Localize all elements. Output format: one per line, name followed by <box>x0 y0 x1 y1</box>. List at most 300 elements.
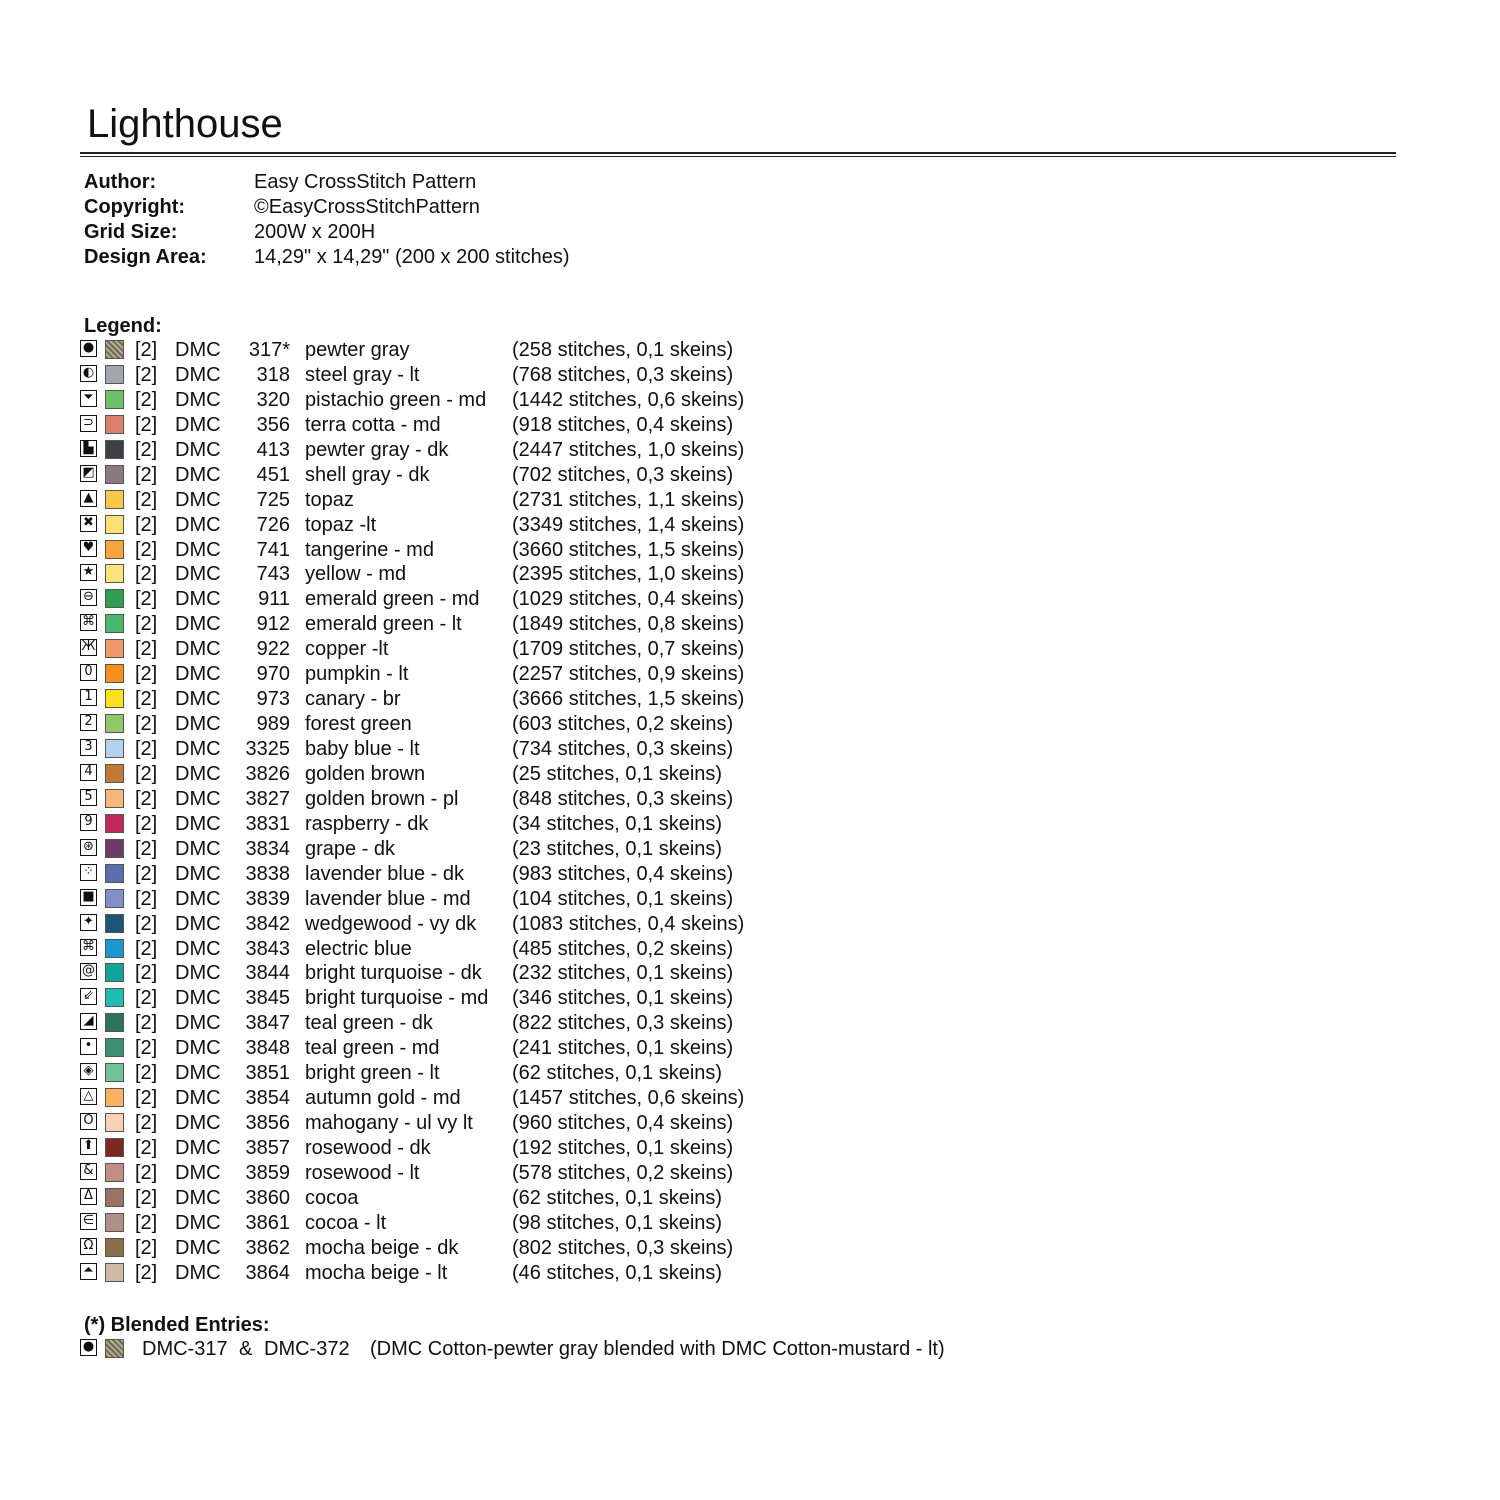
thread-brand: DMC <box>175 388 221 411</box>
strand-count: [2] <box>135 413 158 436</box>
strand-count: [2] <box>135 1062 158 1085</box>
legend-row <box>80 338 780 363</box>
color-swatch <box>105 440 124 459</box>
blended-description: (DMC Cotton-pewter gray blended with DMC Cotton-mustard - lt) <box>370 1338 945 1360</box>
stitch-stats: (2257 stitches, 0,9 skeins) <box>512 663 745 686</box>
color-swatch <box>105 739 124 758</box>
blended-thread-a: DMC-317 <box>142 1338 228 1360</box>
color-swatch <box>105 664 124 683</box>
legend-row <box>80 762 780 787</box>
stitch-stats: (62 stitches, 0,1 skeins) <box>512 1186 723 1209</box>
stitch-stats: (578 stitches, 0,2 skeins) <box>512 1161 734 1184</box>
stitch-symbol-icon: ⬆ <box>80 1138 97 1155</box>
thread-brand: DMC <box>175 663 221 686</box>
color-swatch <box>105 1138 124 1157</box>
thread-number: 318 <box>256 363 290 386</box>
thread-brand: DMC <box>175 713 221 736</box>
color-swatch <box>105 1188 124 1207</box>
stitch-stats: (983 stitches, 0,4 skeins) <box>512 862 734 885</box>
thread-number: 3845 <box>245 987 290 1010</box>
color-swatch <box>105 1263 124 1282</box>
stitch-stats: (258 stitches, 0,1 skeins) <box>512 339 734 361</box>
blended-title: (*) Blended Entries: <box>84 1314 270 1336</box>
color-name: mahogany - ul vy lt <box>305 1112 473 1135</box>
color-name: mocha beige - dk <box>305 1236 459 1259</box>
thread-number: 3842 <box>245 912 290 935</box>
thread-brand: DMC <box>175 1062 221 1085</box>
color-swatch <box>105 490 124 509</box>
stitch-symbol-icon: ✦ <box>80 914 97 931</box>
stitch-stats: (1083 stitches, 0,4 skeins) <box>512 912 745 935</box>
stitch-symbol-icon: ⌘ <box>82 938 95 954</box>
stitch-stats: (702 stitches, 0,3 skeins) <box>512 463 734 486</box>
stitch-stats: (603 stitches, 0,2 skeins) <box>512 713 734 736</box>
info-value: 14,29" x 14,29" (200 x 200 stitches) <box>254 246 570 268</box>
thread-number: 3861 <box>245 1211 290 1234</box>
strand-count: [2] <box>135 837 158 860</box>
color-name: bright green - lt <box>305 1062 440 1085</box>
thread-number: 320 <box>256 388 290 411</box>
color-swatch <box>105 714 124 733</box>
stitch-stats: (1709 stitches, 0,7 skeins) <box>512 638 745 661</box>
thread-brand: DMC <box>175 787 221 810</box>
legend-row <box>80 862 780 887</box>
thread-number: 3847 <box>245 1012 290 1035</box>
stitch-stats: (960 stitches, 0,4 skeins) <box>512 1112 734 1135</box>
strand-count: [2] <box>135 1012 158 1035</box>
thread-brand: DMC <box>175 513 221 536</box>
color-swatch <box>105 1038 124 1057</box>
color-swatch <box>105 1238 124 1257</box>
stitch-symbol-icon: ⊛ <box>80 839 97 856</box>
legend-row <box>80 986 780 1011</box>
thread-brand: DMC <box>175 1087 221 1110</box>
stitch-symbol-icon: ♥ <box>80 540 97 557</box>
strand-count: [2] <box>135 563 158 586</box>
thread-brand: DMC <box>175 987 221 1010</box>
thread-number: 973 <box>256 688 290 711</box>
color-name: baby blue - lt <box>305 738 420 760</box>
stitch-symbol-icon: ⊃ <box>80 415 97 432</box>
stitch-symbol-icon: ● <box>80 340 97 357</box>
thread-number: 3831 <box>245 812 290 835</box>
thread-number: 3839 <box>245 887 290 910</box>
thread-brand: DMC <box>175 463 221 486</box>
stitch-symbol-icon: ⏷ <box>80 390 97 407</box>
strand-count: [2] <box>135 1236 158 1259</box>
strand-count: [2] <box>135 762 158 785</box>
legend-row <box>80 937 780 962</box>
color-name: terra cotta - md <box>305 413 441 436</box>
thread-brand: DMC <box>175 937 221 960</box>
color-name: wedgewood - vy dk <box>305 912 477 935</box>
thread-number: 3834 <box>245 837 290 860</box>
strand-count: [2] <box>135 339 158 361</box>
info-label: Design Area: <box>84 246 207 268</box>
thread-brand: DMC <box>175 688 221 711</box>
color-name: raspberry - dk <box>305 812 429 835</box>
stitch-stats: (3660 stitches, 1,5 skeins) <box>512 538 745 561</box>
stitch-symbol-icon: 9 <box>80 814 97 831</box>
stitch-symbol-icon: ◐ <box>80 365 97 382</box>
color-name: pistachio green - md <box>305 388 487 411</box>
color-name: pumpkin - lt <box>305 663 409 686</box>
legend-row <box>80 463 780 488</box>
stitch-stats: (918 stitches, 0,4 skeins) <box>512 413 734 436</box>
stitch-stats: (232 stitches, 0,1 skeins) <box>512 962 734 985</box>
stitch-symbol-icon: ◩ <box>80 465 97 482</box>
strand-count: [2] <box>135 787 158 810</box>
color-name: golden brown - pl <box>305 787 459 810</box>
legend-row <box>80 1061 780 1086</box>
thread-number: 3854 <box>245 1087 290 1110</box>
color-name: emerald green - md <box>305 588 480 611</box>
stitch-symbol-icon: • <box>80 1038 97 1055</box>
stitch-stats: (2395 stitches, 1,0 skeins) <box>512 563 745 586</box>
thread-brand: DMC <box>175 438 221 461</box>
color-name: autumn gold - md <box>305 1087 461 1110</box>
stitch-stats: (104 stitches, 0,1 skeins) <box>512 887 734 910</box>
color-name: forest green <box>305 713 412 736</box>
strand-count: [2] <box>135 1186 158 1209</box>
thread-brand: DMC <box>175 1137 221 1159</box>
strand-count: [2] <box>135 912 158 935</box>
strand-count: [2] <box>135 663 158 686</box>
color-name: electric blue <box>305 937 412 960</box>
legend-title: Legend: <box>84 315 162 337</box>
thread-brand: DMC <box>175 413 221 436</box>
stitch-stats: (23 stitches, 0,1 skeins) <box>512 837 723 860</box>
thread-brand: DMC <box>175 1261 221 1284</box>
thread-brand: DMC <box>175 1186 221 1209</box>
stitch-symbol-icon: 5 <box>80 789 97 806</box>
thread-brand: DMC <box>175 1236 221 1259</box>
strand-count: [2] <box>135 688 158 711</box>
strand-count: [2] <box>135 363 158 386</box>
thread-number: 3827 <box>245 787 290 810</box>
stitch-stats: (1457 stitches, 0,6 skeins) <box>512 1087 745 1110</box>
blended-swatch <box>105 1339 124 1358</box>
strand-count: [2] <box>135 638 158 661</box>
color-swatch <box>105 1163 124 1182</box>
color-swatch <box>105 589 124 608</box>
stitch-stats: (822 stitches, 0,3 skeins) <box>512 1012 734 1035</box>
thread-number: 741 <box>256 538 290 561</box>
strand-count: [2] <box>135 388 158 411</box>
legend-row <box>80 662 780 687</box>
color-swatch <box>105 988 124 1007</box>
stitch-stats: (34 stitches, 0,1 skeins) <box>512 812 723 835</box>
legend-row <box>80 1236 780 1261</box>
legend-list <box>80 338 780 1286</box>
legend-row <box>80 363 780 388</box>
stitch-stats: (2447 stitches, 1,0 skeins) <box>512 438 745 461</box>
thread-brand: DMC <box>175 339 221 361</box>
thread-brand: DMC <box>175 912 221 935</box>
strand-count: [2] <box>135 1137 158 1159</box>
stitch-stats: (25 stitches, 0,1 skeins) <box>512 762 723 785</box>
color-swatch <box>105 340 124 359</box>
strand-count: [2] <box>135 513 158 536</box>
info-row <box>84 170 570 195</box>
strand-count: [2] <box>135 1112 158 1135</box>
thread-number: 3325 <box>245 738 290 760</box>
color-name: bright turquoise - md <box>305 987 489 1010</box>
legend-row <box>80 587 780 612</box>
strand-count: [2] <box>135 1037 158 1060</box>
stitch-symbol-icon: ★ <box>80 564 97 581</box>
stitch-symbol-icon: ⊖ <box>80 589 97 606</box>
strand-count: [2] <box>135 887 158 910</box>
stitch-symbol-icon: ⏶ <box>80 1263 97 1280</box>
color-name: rosewood - lt <box>305 1161 420 1184</box>
color-swatch <box>105 764 124 783</box>
color-name: steel gray - lt <box>305 363 420 386</box>
thread-number: 3862 <box>245 1236 290 1259</box>
color-swatch <box>105 963 124 982</box>
thread-number: 922 <box>256 638 290 661</box>
stitch-stats: (2731 stitches, 1,1 skeins) <box>512 488 745 511</box>
legend-row <box>80 787 780 812</box>
stitch-symbol-icon: 3 <box>80 739 97 756</box>
strand-count: [2] <box>135 613 158 636</box>
blended-entry <box>80 1337 1080 1362</box>
legend-row <box>80 1211 780 1236</box>
thread-brand: DMC <box>175 812 221 835</box>
color-name: golden brown <box>305 762 426 785</box>
stitch-stats: (485 stitches, 0,2 skeins) <box>512 937 734 960</box>
strand-count: [2] <box>135 937 158 960</box>
color-name: yellow - md <box>305 563 407 586</box>
stitch-symbol-icon: O <box>80 1113 97 1130</box>
color-name: copper -lt <box>305 638 389 661</box>
color-name: cocoa - lt <box>305 1211 387 1234</box>
legend-row <box>80 812 780 837</box>
color-name: shell gray - dk <box>305 463 430 486</box>
color-name: emerald green - lt <box>305 613 462 636</box>
legend-row <box>80 687 780 712</box>
thread-brand: DMC <box>175 538 221 561</box>
thread-number: 356 <box>256 413 290 436</box>
thread-brand: DMC <box>175 962 221 985</box>
stitch-stats: (98 stitches, 0,1 skeins) <box>512 1211 723 1234</box>
legend-row <box>80 887 780 912</box>
legend-row <box>80 562 780 587</box>
thread-number: 3859 <box>245 1161 290 1184</box>
legend-row <box>80 912 780 937</box>
color-name: grape - dk <box>305 837 396 860</box>
stitch-stats: (192 stitches, 0,1 skeins) <box>512 1137 734 1159</box>
legend-row <box>80 1086 780 1111</box>
thread-brand: DMC <box>175 1211 221 1234</box>
thread-brand: DMC <box>175 1012 221 1035</box>
stitch-symbol-icon: ◢ <box>80 1013 97 1030</box>
page-title: Lighthouse <box>87 102 283 146</box>
legend-row <box>80 1161 780 1186</box>
legend-row <box>80 837 780 862</box>
info-label: Author: <box>84 171 157 193</box>
thread-brand: DMC <box>175 738 221 760</box>
thread-brand: DMC <box>175 887 221 910</box>
thread-number: 3864 <box>245 1261 290 1284</box>
thread-number: 3838 <box>245 862 290 885</box>
color-swatch <box>105 1063 124 1082</box>
stitch-symbol-icon: ⌘ <box>82 614 95 630</box>
stitch-stats: (46 stitches, 0,1 skeins) <box>512 1261 723 1284</box>
pattern-info <box>84 170 570 270</box>
stitch-stats: (346 stitches, 0,1 skeins) <box>512 987 734 1010</box>
legend-row <box>80 488 780 513</box>
strand-count: [2] <box>135 713 158 736</box>
color-name: rosewood - dk <box>305 1137 431 1159</box>
color-swatch <box>105 1213 124 1232</box>
thread-brand: DMC <box>175 588 221 611</box>
info-row <box>84 245 570 270</box>
blended-thread-b: DMC-372 <box>264 1338 350 1360</box>
strand-count: [2] <box>135 438 158 461</box>
color-swatch <box>105 914 124 933</box>
info-label: Grid Size: <box>84 221 178 243</box>
color-name: cocoa <box>305 1186 359 1209</box>
stitch-stats: (848 stitches, 0,3 skeins) <box>512 787 734 810</box>
legend-row <box>80 612 780 637</box>
stitch-stats: (734 stitches, 0,3 skeins) <box>512 738 734 760</box>
thread-brand: DMC <box>175 613 221 636</box>
legend-row <box>80 388 780 413</box>
color-swatch <box>105 864 124 883</box>
strand-count: [2] <box>135 962 158 985</box>
stitch-symbol-icon: & <box>80 1163 97 1180</box>
info-value: 200W x 200H <box>254 221 376 243</box>
thread-number: 743 <box>256 563 290 586</box>
strand-count: [2] <box>135 463 158 486</box>
strand-count: [2] <box>135 812 158 835</box>
thread-number: 451 <box>256 463 290 486</box>
color-swatch <box>105 564 124 583</box>
thread-brand: DMC <box>175 837 221 860</box>
thread-brand: DMC <box>175 1112 221 1135</box>
color-swatch <box>105 614 124 633</box>
stitch-stats: (768 stitches, 0,3 skeins) <box>512 363 734 386</box>
info-row <box>84 220 570 245</box>
thread-number: 3826 <box>245 762 290 785</box>
color-name: teal green - dk <box>305 1012 433 1035</box>
stitch-symbol-icon: 4 <box>80 764 97 781</box>
thread-number: 413 <box>256 438 290 461</box>
thread-number: 3856 <box>245 1112 290 1135</box>
thread-brand: DMC <box>175 488 221 511</box>
legend-row <box>80 1186 780 1211</box>
legend-row <box>80 1011 780 1036</box>
strand-count: [2] <box>135 1087 158 1110</box>
thread-number: 726 <box>256 513 290 536</box>
color-name: canary - br <box>305 688 401 711</box>
thread-brand: DMC <box>175 1161 221 1184</box>
thread-brand: DMC <box>175 1037 221 1060</box>
stitch-symbol-icon: ∈ <box>80 1213 97 1230</box>
strand-count: [2] <box>135 588 158 611</box>
blended-symbol: ● <box>80 1339 97 1356</box>
legend-row <box>80 961 780 986</box>
color-swatch <box>105 390 124 409</box>
stitch-symbol-icon: @ <box>82 963 95 979</box>
legend-row <box>80 1036 780 1061</box>
stitch-symbol-icon: Ж <box>81 639 96 655</box>
strand-count: [2] <box>135 1161 158 1184</box>
color-swatch <box>105 839 124 858</box>
info-label: Copyright: <box>84 196 186 218</box>
stitch-stats: (1849 stitches, 0,8 skeins) <box>512 613 745 636</box>
color-swatch <box>105 365 124 384</box>
color-swatch <box>105 515 124 534</box>
stitch-symbol-icon: ⁘ <box>80 864 97 881</box>
thread-number: 725 <box>256 488 290 511</box>
stitch-stats: (802 stitches, 0,3 skeins) <box>512 1236 734 1259</box>
stitch-symbol-icon: ■ <box>80 889 97 906</box>
thread-number: 3844 <box>245 962 290 985</box>
stitch-stats: (3666 stitches, 1,5 skeins) <box>512 688 745 711</box>
thread-number: 317* <box>248 339 290 361</box>
legend-row <box>80 1111 780 1136</box>
legend-row <box>80 737 780 762</box>
strand-count: [2] <box>135 488 158 511</box>
stitch-symbol-icon: Ω <box>80 1238 97 1255</box>
color-name: pewter gray <box>305 339 410 361</box>
thread-brand: DMC <box>175 363 221 386</box>
stitch-symbol-icon: ▙ <box>80 440 97 457</box>
legend-row <box>80 413 780 438</box>
legend-row <box>80 637 780 662</box>
color-swatch <box>105 789 124 808</box>
stitch-symbol-icon: 0 <box>80 664 97 681</box>
info-value: Easy CrossStitch Pattern <box>254 171 477 193</box>
color-name: bright turquoise - dk <box>305 962 482 985</box>
strand-count: [2] <box>135 987 158 1010</box>
strand-count: [2] <box>135 1211 158 1234</box>
blended-ampersand: & <box>239 1338 253 1360</box>
legend-row <box>80 438 780 463</box>
thread-number: 3860 <box>245 1186 290 1209</box>
info-row <box>84 195 570 220</box>
stitch-symbol-icon: △ <box>80 1088 97 1105</box>
color-name: mocha beige - lt <box>305 1261 448 1284</box>
color-swatch <box>105 689 124 708</box>
color-name: lavender blue - md <box>305 887 471 910</box>
strand-count: [2] <box>135 1261 158 1284</box>
color-swatch <box>105 415 124 434</box>
info-value: ©EasyCrossStitchPattern <box>254 196 480 218</box>
thread-number: 911 <box>258 588 290 611</box>
stitch-symbol-icon: ✖ <box>80 515 97 532</box>
color-swatch <box>105 1088 124 1107</box>
color-name: teal green - md <box>305 1037 440 1060</box>
color-name: lavender blue - dk <box>305 862 464 885</box>
color-swatch <box>105 465 124 484</box>
color-swatch <box>105 939 124 958</box>
thread-number: 3851 <box>245 1062 290 1085</box>
thread-brand: DMC <box>175 563 221 586</box>
stitch-stats: (3349 stitches, 1,4 skeins) <box>512 513 745 536</box>
title-rule <box>80 152 1396 154</box>
stitch-symbol-icon: Δ <box>80 1188 97 1205</box>
stitch-stats: (62 stitches, 0,1 skeins) <box>512 1062 723 1085</box>
color-swatch <box>105 1113 124 1132</box>
thread-brand: DMC <box>175 762 221 785</box>
color-swatch <box>105 1013 124 1032</box>
title-rule-thin <box>80 156 1396 157</box>
stitch-symbol-icon: 2 <box>80 714 97 731</box>
color-name: pewter gray - dk <box>305 438 449 461</box>
